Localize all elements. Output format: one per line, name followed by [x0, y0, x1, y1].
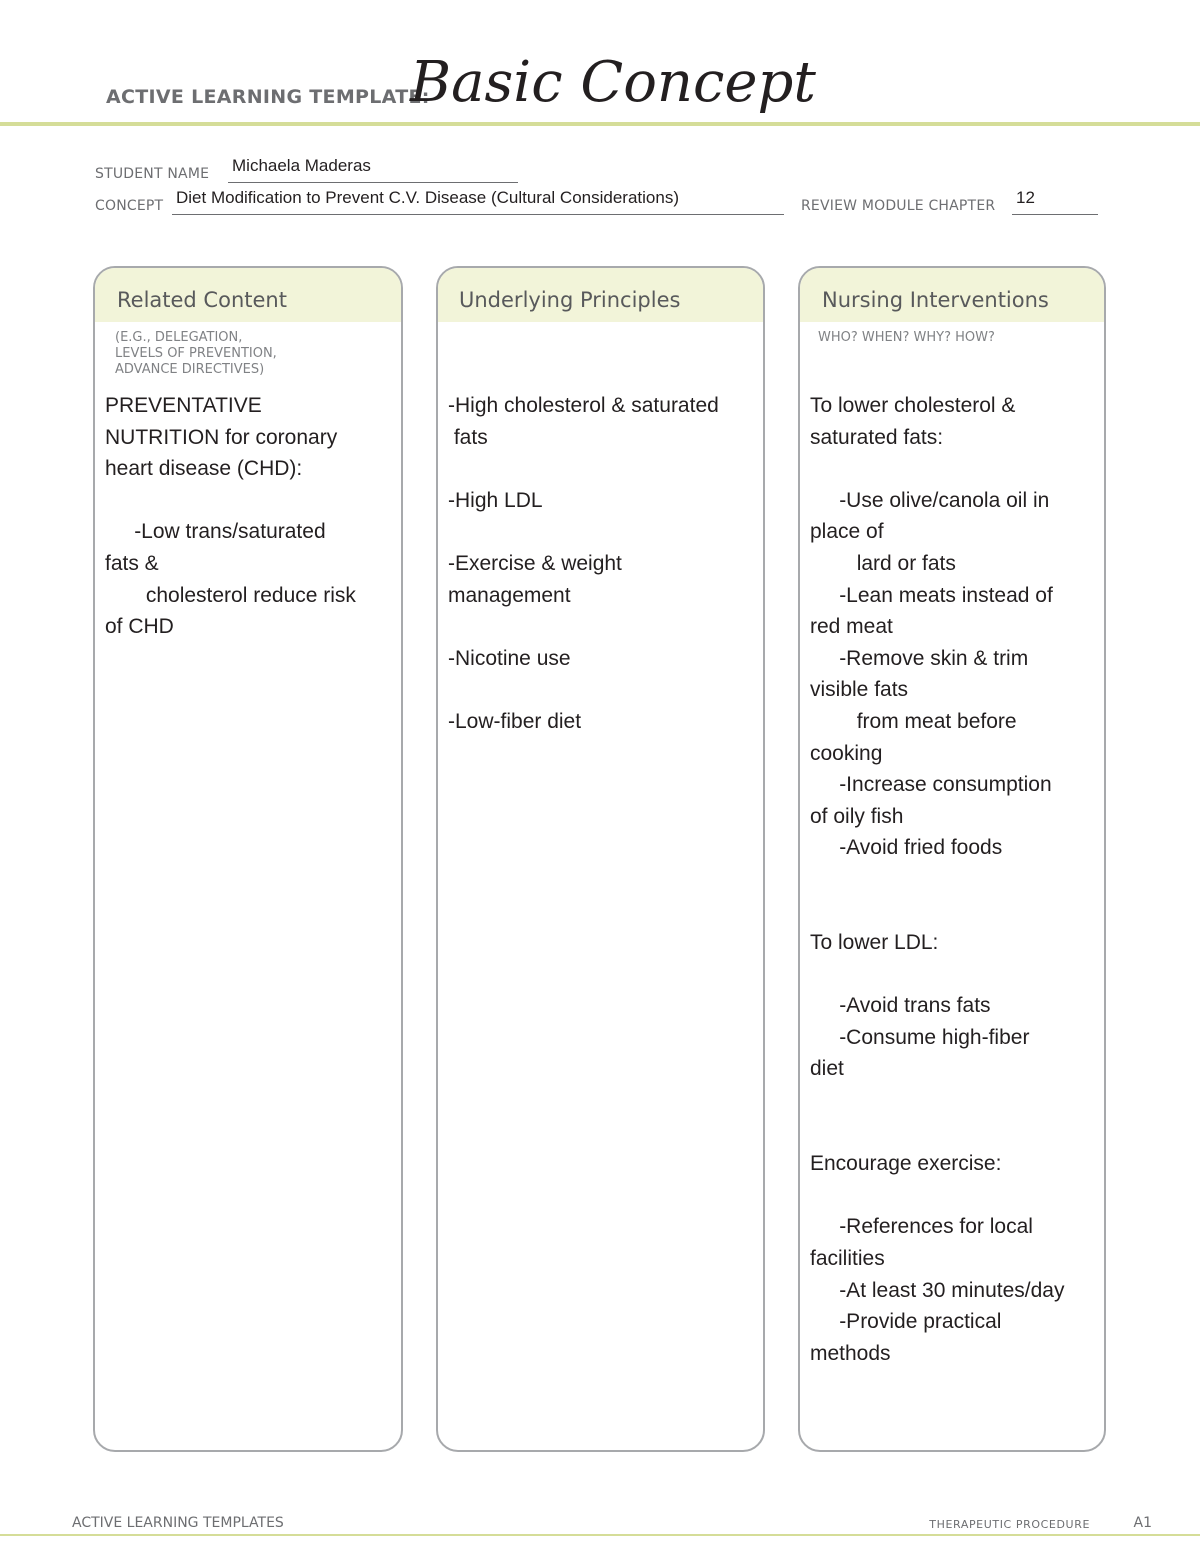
related-content-panel — [93, 266, 403, 1452]
underlying-principles-panel — [436, 266, 765, 1452]
chapter-label: REVIEW MODULE CHAPTER — [801, 198, 996, 214]
nursing-interventions-title: Nursing Interventions — [822, 288, 1049, 312]
related-content-subtitle: (E.G., DELEGATION, LEVELS OF PREVENTION, ADVANCE DIRECTIVES) — [115, 330, 277, 377]
page-title: Basic Concept — [410, 50, 816, 115]
chapter-line — [1012, 214, 1098, 215]
underlying-principles-title: Underlying Principles — [459, 288, 681, 312]
nursing-interventions-text[interactable]: To lower cholesterol & saturated fats: -Use olive/canola oil in place of lard or fats -Lean meats instead of red meat -Remove skin & trim visible fats from meat before cooking -Increase consumption of oily fish -Avoid fried foods To lower LDL: -Avoid trans fats -Consume high-fiber diet Encourage exercise: -References for local facilities -At least 30 minutes/day -Provide practical methods — [810, 394, 1065, 1365]
header-divider — [0, 122, 1200, 126]
student-name-label: STUDENT NAME — [95, 166, 210, 182]
nursing-interventions-subtitle: WHO? WHEN? WHY? HOW? — [818, 330, 995, 345]
footer-section: THERAPEUTIC PROCEDURE — [929, 1518, 1090, 1531]
student-name-field[interactable]: Michaela Maderas — [232, 156, 371, 175]
student-name-line — [228, 182, 518, 183]
nursing-interventions-panel — [798, 266, 1106, 1452]
footer-divider — [0, 1534, 1200, 1536]
related-content-text[interactable]: PREVENTATIVE NUTRITION for coronary heart disease (CHD): -Low trans/saturated fats & cholesterol reduce risk of CHD — [105, 394, 356, 639]
concept-label: CONCEPT — [95, 198, 164, 214]
underlying-principles-text[interactable]: -High cholesterol & saturated fats -High LDL -Exercise & weight management -Nicotine use -Low-fiber diet — [448, 394, 719, 733]
concept-field[interactable]: Diet Modification to Prevent C.V. Disease (Cultural Considerations) — [176, 188, 679, 207]
footer-template-name: ACTIVE LEARNING TEMPLATES — [72, 1515, 284, 1531]
template-label: ACTIVE LEARNING TEMPLATE: — [106, 86, 430, 108]
chapter-field[interactable]: 12 — [1016, 188, 1035, 207]
related-content-title: Related Content — [117, 288, 287, 312]
footer-page-number: A1 — [1133, 1515, 1152, 1531]
concept-line — [172, 214, 784, 215]
